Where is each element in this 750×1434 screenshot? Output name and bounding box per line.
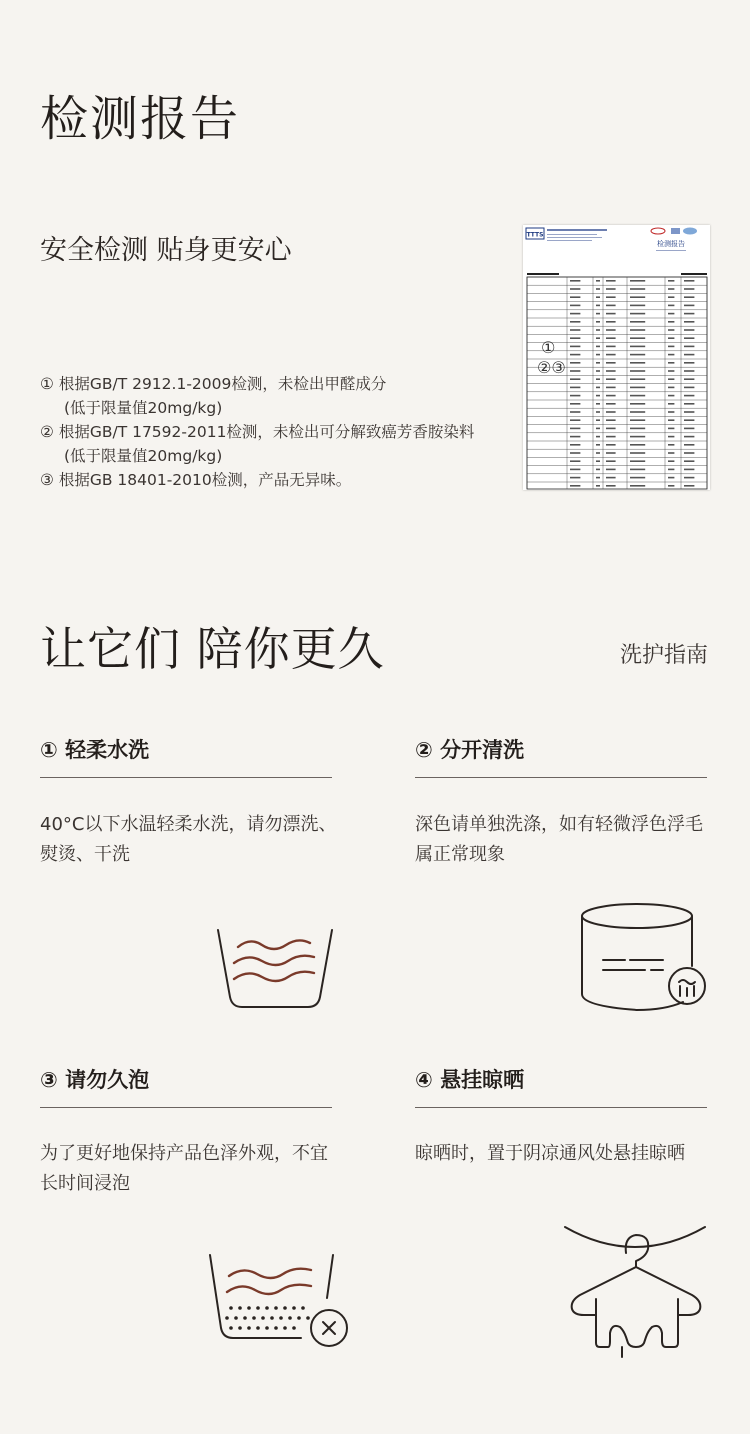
report-table-cell-text <box>570 378 580 380</box>
report-table-cell-text <box>630 411 645 413</box>
report-doc-logo: TTTS <box>526 231 544 239</box>
report-table-cell-text <box>630 469 645 471</box>
report-table-cell-text <box>606 444 616 446</box>
soak-dot <box>283 1306 287 1310</box>
report-table-cell-text <box>668 436 674 438</box>
hanger-icon <box>560 1215 710 1365</box>
report-table-cell-text <box>596 288 600 290</box>
soak-dot <box>234 1316 238 1320</box>
report-table-cell-text <box>596 354 600 356</box>
report-table-cell-text <box>684 452 694 454</box>
report-table-cell-text <box>606 419 616 421</box>
report-table-cell-text <box>684 288 694 290</box>
report-table-cell-text <box>668 387 674 389</box>
report-table-cell-text <box>570 370 580 372</box>
report-table-cell-text <box>684 428 694 430</box>
report-table-cell-text <box>606 403 616 405</box>
report-notes <box>40 372 474 492</box>
report-table-cell-text <box>596 411 600 413</box>
report-table-cell-text <box>596 436 600 438</box>
care-item-heading: ④ 悬挂晾晒 <box>415 1068 525 1092</box>
report-table-cell-text <box>668 321 674 323</box>
report-table-cell-text <box>630 346 645 348</box>
report-table-cell-text <box>684 436 694 438</box>
report-table-cell-text <box>684 419 694 421</box>
report-table-cell-text <box>570 321 580 323</box>
hand-wash-basin-icon <box>210 925 340 1015</box>
report-table-cell-text <box>596 370 600 372</box>
report-table-cell-text <box>684 362 694 364</box>
report-table-cell-text <box>684 354 694 356</box>
report-table-cell-text <box>630 403 645 405</box>
report-table-cell-text <box>630 362 645 364</box>
report-table-cell-text <box>668 469 674 471</box>
report-table-cell-text <box>606 354 616 356</box>
report-table-cell-text <box>596 362 600 364</box>
soak-dot <box>225 1316 229 1320</box>
report-table-cell-text <box>606 313 616 315</box>
report-table-cell-text <box>684 460 694 462</box>
report-table-cell-text <box>596 485 600 487</box>
soak-dot <box>301 1306 305 1310</box>
report-table-cell-text <box>596 313 600 315</box>
report-table-cell-text <box>570 403 580 405</box>
report-table-cell-text <box>684 305 694 307</box>
report-table-cell-text <box>630 460 645 462</box>
report-table-cell-text <box>570 305 580 307</box>
report-table-cell-text <box>668 305 674 307</box>
report-table-cell-text <box>596 378 600 380</box>
report-table-cell-text <box>570 354 580 356</box>
soak-dot <box>288 1316 292 1320</box>
report-table-cell-text <box>596 305 600 307</box>
soak-dot <box>306 1316 310 1320</box>
soak-dot <box>279 1316 283 1320</box>
report-table-cell-text <box>596 403 600 405</box>
report-table-cell-text <box>630 378 645 380</box>
report-table-cell-text <box>570 436 580 438</box>
report-table-cell-text <box>570 444 580 446</box>
report-table-cell-text <box>630 395 645 397</box>
report-table-cell-text <box>596 329 600 331</box>
soak-dot <box>247 1326 251 1330</box>
report-table-cell-text <box>570 452 580 454</box>
report-doc-mark: ① <box>541 338 556 357</box>
report-table-cell-text <box>596 296 600 298</box>
care-item-heading: ② 分开清洗 <box>415 738 525 762</box>
report-table-cell-text <box>570 387 580 389</box>
report-table-cell-text <box>684 329 694 331</box>
report-table-cell-text <box>668 313 674 315</box>
divider <box>415 1107 707 1108</box>
report-table-cell-text <box>684 337 694 339</box>
report-table-cell-text <box>596 477 600 479</box>
soak-dot <box>297 1316 301 1320</box>
report-table-cell-text <box>630 321 645 323</box>
report-title: 检测报告 <box>40 91 241 147</box>
divider <box>415 777 707 778</box>
soak-dot <box>292 1326 296 1330</box>
report-table-cell-text <box>684 296 694 298</box>
soak-dot <box>229 1326 233 1330</box>
report-table-cell-text <box>570 362 580 364</box>
report-table-cell-text <box>668 378 674 380</box>
soak-dot <box>274 1326 278 1330</box>
report-table-cell-text <box>606 296 616 298</box>
report-table-cell-text <box>668 288 674 290</box>
soak-dot <box>243 1316 247 1320</box>
report-table-cell-text <box>684 485 694 487</box>
report-table-cell-text <box>630 452 645 454</box>
report-table-cell-text <box>684 387 694 389</box>
report-table-cell-text <box>630 444 645 446</box>
report-table-cell-text <box>668 395 674 397</box>
care-item-heading: ③ 请勿久泡 <box>40 1068 150 1092</box>
report-doc-mark: ②③ <box>537 358 566 377</box>
report-table-cell-text <box>606 329 616 331</box>
report-table-cell-text <box>606 305 616 307</box>
divider <box>40 777 332 778</box>
soak-dot <box>252 1316 256 1320</box>
soak-dot <box>270 1316 274 1320</box>
report-table-cell-text <box>668 362 674 364</box>
report-table-cell-text <box>606 387 616 389</box>
report-table-cell-text <box>684 395 694 397</box>
note-line: ③ 根据GB 18401-2010检测，产品无异味。 <box>40 471 352 489</box>
report-table-cell-text <box>606 460 616 462</box>
soak-dot <box>265 1306 269 1310</box>
report-table-cell-text <box>668 403 674 405</box>
soak-dot <box>238 1306 242 1310</box>
care-item-heading: ① 轻柔水洗 <box>40 738 150 762</box>
report-table-cell-text <box>596 395 600 397</box>
soak-dot <box>274 1306 278 1310</box>
report-table-cell-text <box>630 337 645 339</box>
report-table-cell-text <box>570 411 580 413</box>
report-table-cell-text <box>570 395 580 397</box>
separate-wash-drum-icon <box>575 898 715 1018</box>
report-table-cell-text <box>684 477 694 479</box>
report-table-cell-text <box>630 305 645 307</box>
report-table-cell-text <box>668 337 674 339</box>
report-table-cell-text <box>630 419 645 421</box>
care-item-text: 晾晒时，置于阴凉通风处悬挂晾晒 <box>415 1143 685 1164</box>
report-table-cell-text <box>606 485 616 487</box>
report-table-cell-text <box>684 411 694 413</box>
report-table-cell-text <box>668 411 674 413</box>
report-table-cell-text <box>684 346 694 348</box>
report-table-cell-text <box>668 444 674 446</box>
report-table-cell-text <box>630 354 645 356</box>
report-table-cell-text <box>606 321 616 323</box>
report-table-cell-text <box>630 370 645 372</box>
report-table-cell-text <box>684 280 694 282</box>
report-table-cell-text <box>606 280 616 282</box>
care-item-text: 为了更好地保持产品色泽外观，不宜长时间浸泡 <box>40 1143 328 1194</box>
report-table-cell-text <box>684 313 694 315</box>
report-table-cell-text <box>606 378 616 380</box>
report-table-cell-text <box>606 362 616 364</box>
report-table-cell-text <box>630 477 645 479</box>
soak-dot <box>238 1326 242 1330</box>
report-table-cell-text <box>570 485 580 487</box>
report-table-cell-text <box>684 403 694 405</box>
report-table-cell-text <box>668 485 674 487</box>
soak-dot <box>256 1306 260 1310</box>
report-table-cell-text <box>596 460 600 462</box>
note-line: ① 根据GB/T 2912.1-2009检测，未检出甲醛成分 <box>40 375 387 393</box>
report-table-cell-text <box>570 280 580 282</box>
report-table-cell-text <box>630 280 645 282</box>
report-table-cell-text <box>630 485 645 487</box>
report-table-cell-text <box>606 469 616 471</box>
report-table-cell-text <box>570 469 580 471</box>
report-table-cell-text <box>630 296 645 298</box>
soak-dot <box>247 1306 251 1310</box>
report-table-cell-text <box>630 313 645 315</box>
soak-dot <box>283 1326 287 1330</box>
report-table-cell-text <box>606 370 616 372</box>
care-item-text: 深色请单独洗涤，如有轻微浮色浮毛属正常现象 <box>415 814 703 865</box>
report-table-cell-text <box>668 477 674 479</box>
report-table-cell-text <box>668 370 674 372</box>
report-table-cell-text <box>668 419 674 421</box>
report-table-cell-text <box>684 444 694 446</box>
report-table-cell-text <box>668 428 674 430</box>
report-table-cell-text <box>596 346 600 348</box>
care-guide-label: 洗护指南 <box>619 643 708 668</box>
report-table-cell-text <box>668 354 674 356</box>
report-table-cell-text <box>606 452 616 454</box>
soak-dot <box>229 1306 233 1310</box>
report-table-cell-text <box>570 428 580 430</box>
report-table-cell-text <box>606 288 616 290</box>
report-document-image <box>523 225 710 490</box>
report-table-cell-text <box>570 288 580 290</box>
report-table-cell-text <box>630 428 645 430</box>
report-table-cell-text <box>596 444 600 446</box>
report-table-cell-text <box>630 288 645 290</box>
report-doc-heading: 检测报告 <box>657 240 685 248</box>
report-table-cell-text <box>570 419 580 421</box>
report-table-cell-text <box>570 477 580 479</box>
no-soak-basin-icon <box>205 1250 350 1350</box>
note-line: (低于限量值20mg/kg) <box>64 399 223 417</box>
report-table-cell-text <box>684 378 694 380</box>
report-table-cell-text <box>596 419 600 421</box>
report-table-cell-text <box>606 436 616 438</box>
note-line: (低于限量值20mg/kg) <box>64 447 223 465</box>
report-table-cell-text <box>570 296 580 298</box>
report-table-cell-text <box>570 460 580 462</box>
report-table-cell-text <box>596 337 600 339</box>
soak-dot <box>261 1316 265 1320</box>
report-table-cell-text <box>596 469 600 471</box>
note-line: ② 根据GB/T 17592-2011检测，未检出可分解致癌芳香胺染料 <box>40 423 475 441</box>
report-table-cell-text <box>606 477 616 479</box>
report-table-cell-text <box>668 460 674 462</box>
soak-dot <box>265 1326 269 1330</box>
report-table-cell-text <box>606 346 616 348</box>
report-table-cell-text <box>606 411 616 413</box>
report-table-cell-text <box>570 313 580 315</box>
report-table-cell-text <box>668 452 674 454</box>
report-table-cell-text <box>630 436 645 438</box>
report-table-cell-text <box>606 395 616 397</box>
report-table-cell-text <box>684 370 694 372</box>
care-title: 让它们 陪你更久 <box>40 622 385 676</box>
report-table-cell-text <box>596 280 600 282</box>
divider <box>40 1107 332 1108</box>
report-table-cell-text <box>668 329 674 331</box>
report-table-cell-text <box>596 387 600 389</box>
care-item-text: 40°C以下水温轻柔水洗，请勿漂洗、熨烫、干洗 <box>40 814 337 865</box>
report-table-cell-text <box>668 280 674 282</box>
report-table-cell-text <box>570 337 580 339</box>
report-table-cell-text <box>630 387 645 389</box>
soak-dot <box>256 1326 260 1330</box>
report-table-cell-text <box>596 321 600 323</box>
report-table-cell-text <box>668 346 674 348</box>
test-report-document <box>523 225 710 490</box>
report-table-cell-text <box>606 428 616 430</box>
report-table-cell-text <box>596 428 600 430</box>
report-table-cell-text <box>630 329 645 331</box>
report-table-cell-text <box>668 296 674 298</box>
report-table-cell-text <box>684 469 694 471</box>
soak-dot <box>292 1306 296 1310</box>
report-table-cell-text <box>570 346 580 348</box>
report-subtitle: 安全检测 贴身更安心 <box>40 235 292 266</box>
report-table-cell-text <box>596 452 600 454</box>
report-table-cell-text <box>570 329 580 331</box>
report-table-cell-text <box>684 321 694 323</box>
report-table-cell-text <box>606 337 616 339</box>
